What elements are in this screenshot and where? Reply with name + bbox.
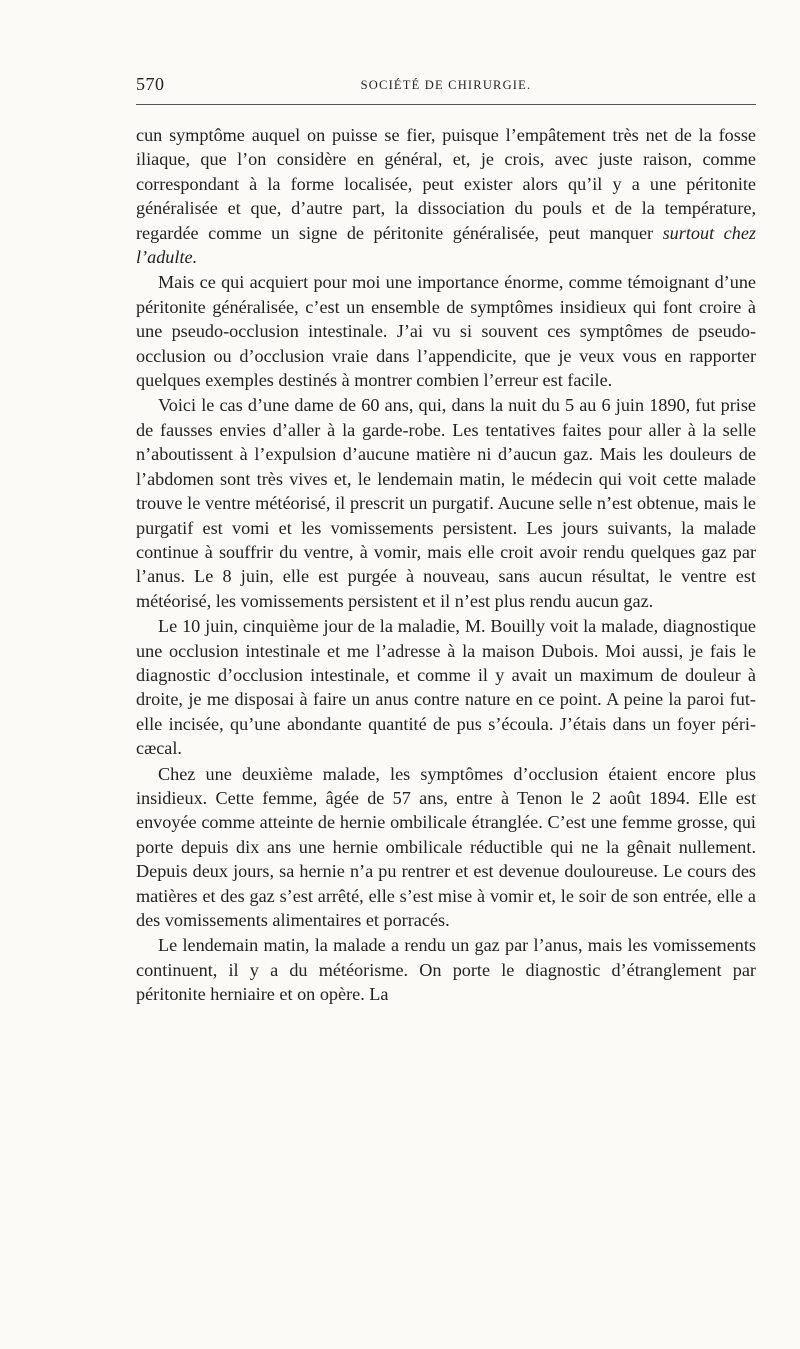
running-title: SOCIÉTÉ DE CHIRURGIE. <box>360 78 532 92</box>
paragraph-1-emphasis: surtout chez l’adulte. <box>136 222 756 268</box>
paragraph-5: Chez une deuxième malade, les symptômes d’occlusion étaient encore plus insidieux. Cette femme, âgée de 57 ans, entre à Tenon le 2 août 1894. Elle est envoyée comme atteinte de hernie ombilicale étranglée. C’est une femme grosse, qui porte depuis dix ans une hernie ombilicale réductible qui ne la gênait nullement. Depuis deux jours, sa hernie n’a pu rentrer et est devenue douloureuse. Le cours des matières et des gaz s’est arrêté, elle s’est mise à vomir et, le soir de son entrée, elle a des vomissements alimentaires et porracés. <box>136 763 756 930</box>
paragraph-4: Le 10 juin, cinquième jour de la maladie, M. Bouilly voit la malade, diagnostique une occlusion intestinale et me l’adresse à la maison Dubois. Moi aussi, je fais le diagnostic d’occlusion intestinale, et comme il y avait un maximum de douleur à droite, je me disposai à faire un anus contre nature en ce point. A peine la paroi fut-elle incisée, qu’une abondante quantité de pus s’écoula. J’étais dans un foyer péri-cæcal. <box>136 616 756 759</box>
running-head <box>136 68 756 100</box>
paragraph-3: Voici le cas d’une dame de 60 ans, qui, dans la nuit du 5 au 6 juin 1890, fut prise de fausses envies d’aller à la garde-robe. Les tentatives faites pour aller à la selle n’aboutissent à l’expulsion d’aucune matière ni d’aucun gaz. Mais les douleurs de l’abdomen sont très vives et, le lendemain matin, le médecin qui voit cette malade trouve le ventre météorisé, il prescrit un purgatif. Aucune selle n’est obtenue, mais le purgatif est vomi et les vomissements persistent. Les jours suivants, la malade continue à souffrir du ventre, à vomir, mais elle croit avoir rendu quelques gaz par l’anus. Le 8 juin, elle est purgée à nouveau, sans aucun résultat, le ventre est météorisé, les vomissements persistent et il n’est plus rendu aucun gaz. <box>136 395 756 611</box>
paragraph-1 <box>136 123 756 269</box>
header-rule <box>136 104 756 105</box>
paragraph-2: Mais ce qui acquiert pour moi une importance énorme, comme témoignant d’une péritonite généralisée, c’est un ensemble de symptômes insidieux qui font croire à une pseudo-occlusion intestinale. J’ai vu si souvent ces symptômes de pseudo-occlusion ou d’occlusion vraie dans l’appendicite, que je veux vous en rapporter quelques exemples destinés à montrer combien l’erreur est facile. <box>136 272 756 391</box>
body-text <box>136 123 756 1007</box>
paragraph-1-text: cun symptôme auquel on puisse se fier, puisque l’empâtement très net de la fosse iliaque, que l’on considère en général, et, je crois, avec juste raison, comme correspondant à la forme localisée, peut exister alors qu’il y a une péritonite généralisée et que, d’autre part, la dissociation du pouls et de la température, regardée comme un signe de péritonite généralisée, peut manquer <box>136 125 756 243</box>
book-page <box>136 68 756 1008</box>
page-number: 570 <box>136 74 165 94</box>
paragraph-6: Le lendemain matin, la malade a rendu un gaz par l’anus, mais les vomissements continuent, il y a du météorisme. On porte le diagnostic d’étranglement par péritonite herniaire et on opère. La <box>136 935 756 1005</box>
